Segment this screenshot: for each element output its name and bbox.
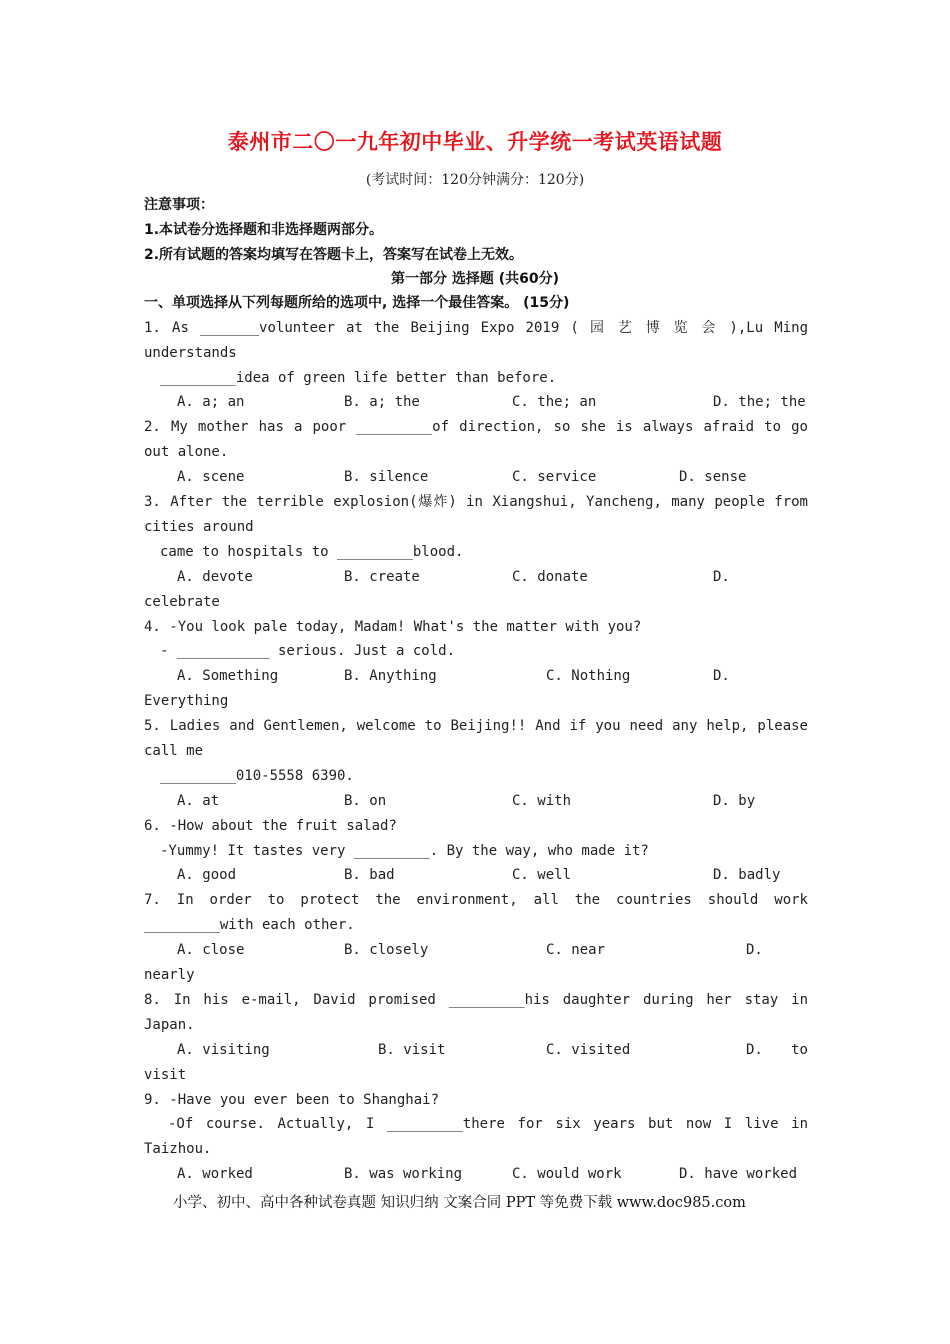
question-7-option-d: D. [746,942,763,958]
question-1-line-2: understands [144,345,237,361]
question-6-line-1: 6. -How about the fruit salad? [144,818,397,834]
question-4-option-d-text: Everything [144,693,229,709]
question-2-option-a: A. scene [177,469,245,485]
question-3-option-a: A. devote [177,569,253,585]
question-2-option-b: B. silence [344,469,429,485]
question-7-line-1: 7. In order to protect the environment, all the countries should work [144,892,808,908]
question-3-line-2: cities around [144,519,254,535]
footer-download-note: 小学、初中、高中各种试卷真题 知识归纳 文案合同 PPT 等免费下载 www.doc985.com [173,1195,746,1211]
question-9-line-3: Taizhou. [144,1141,212,1157]
question-7-option-d-text: nearly [144,967,195,983]
question-5-option-c: C. with [512,793,572,809]
question-5-option-a: A. at [177,793,220,809]
question-8-option-d-text: visit [144,1067,187,1083]
question-3-line-3: came to hospitals to _________blood. [160,544,464,560]
question-7-option-a: A. close [177,942,245,958]
question-6-option-d: D. badly [713,867,781,883]
question-2-line-1: 2. My mother has a poor _________of direction, so she is always afraid to go [144,419,808,435]
question-5-option-d: D. by [713,793,756,809]
question-9-line-1: 9. -Have you ever been to Shanghai? [144,1092,440,1108]
question-8-option-d: D. to [746,1042,808,1058]
question-9-option-a: A. worked [177,1166,253,1182]
question-7-option-c: C. near [546,942,606,958]
question-1-option-d: D. the; the [713,394,806,410]
page-title: 泰州市二〇一九年初中毕业、升学统一考试英语试题 [227,129,723,154]
question-2-option-c: C. service [512,469,597,485]
question-8-option-b: B. visit [378,1042,446,1058]
question-8-line-2: Japan. [144,1017,195,1033]
section-title: 一、单项选择从下列每题所给的选项中, 选择一个最佳答案。 (15分) [144,295,570,311]
question-7-line-2: _________with each other. [144,917,355,933]
question-5-line-3: _________010-5558 6390. [160,768,354,784]
notes-heading: 注意事项： [144,197,214,213]
question-9-option-d: D. have worked [679,1166,798,1182]
note-item-1: 1.本试卷分选择题和非选择题两部分。 [144,222,384,238]
question-4-option-a: A. Something [177,668,279,684]
question-1-line-1: 1. As _______volunteer at the Beijing Expo 2019 ( 园 艺 博 览 会 ),Lu Ming [144,320,808,336]
notes-block [144,193,814,268]
question-9-option-b: B. was working [344,1166,463,1182]
question-2-line-2: out alone. [144,444,229,460]
question-8-line-1: 8. In his e-mail, David promised _________his daughter during her stay in [144,992,808,1008]
question-4-option-d: D. [713,668,730,684]
question-3-option-c: C. donate [512,569,588,585]
question-3-option-d: D. [713,569,730,585]
question-1-option-b: B. a; the [344,394,420,410]
question-9-option-c: C. would work [512,1166,622,1182]
question-4-line-1: 4. -You look pale today, Madam! What's the matter with you? [144,619,642,635]
question-1-line-3: _________idea of green life better than before. [160,370,557,386]
part-title: 第一部分 选择题 (共60分) [390,271,560,287]
question-3-line-1: 3. After the terrible explosion(爆炸) in Xiangshui, Yancheng, many people from [144,494,808,510]
question-6-line-2: -Yummy! It tastes very _________. By the way, who made it? [160,843,649,859]
question-9-line-2: -Of course. Actually, I _________there for six years but now I live in [168,1116,808,1132]
question-5-option-b: B. on [344,793,387,809]
question-6-option-a: A. good [177,867,237,883]
note-item-2: 2.所有试题的答案均填写在答题卡上，答案写在试卷上无效。 [144,247,524,263]
question-4-option-c: C. Nothing [546,668,631,684]
question-4-line-2: - ___________ serious. Just a cold. [160,643,456,659]
question-7-option-b: B. closely [344,942,429,958]
question-3-option-b: B. create [344,569,420,585]
question-4-option-b: B. Anything [344,668,437,684]
question-2-option-d: D. sense [679,469,747,485]
question-3-option-d-text: celebrate [144,594,220,610]
question-1-option-c: C. the; an [512,394,597,410]
question-5-line-2: call me [144,743,204,759]
question-8-option-c: C. visited [546,1042,631,1058]
question-8-option-a: A. visiting [177,1042,270,1058]
question-5-line-1: 5. Ladies and Gentlemen, welcome to Beijing!! And if you need any help, please [144,718,808,734]
question-1-option-a: A. a; an [177,394,245,410]
question-6-option-c: C. well [512,867,572,883]
question-6-option-b: B. bad [344,867,395,883]
exam-time-info: (考试时间：120分钟满分：120分) [365,172,585,188]
